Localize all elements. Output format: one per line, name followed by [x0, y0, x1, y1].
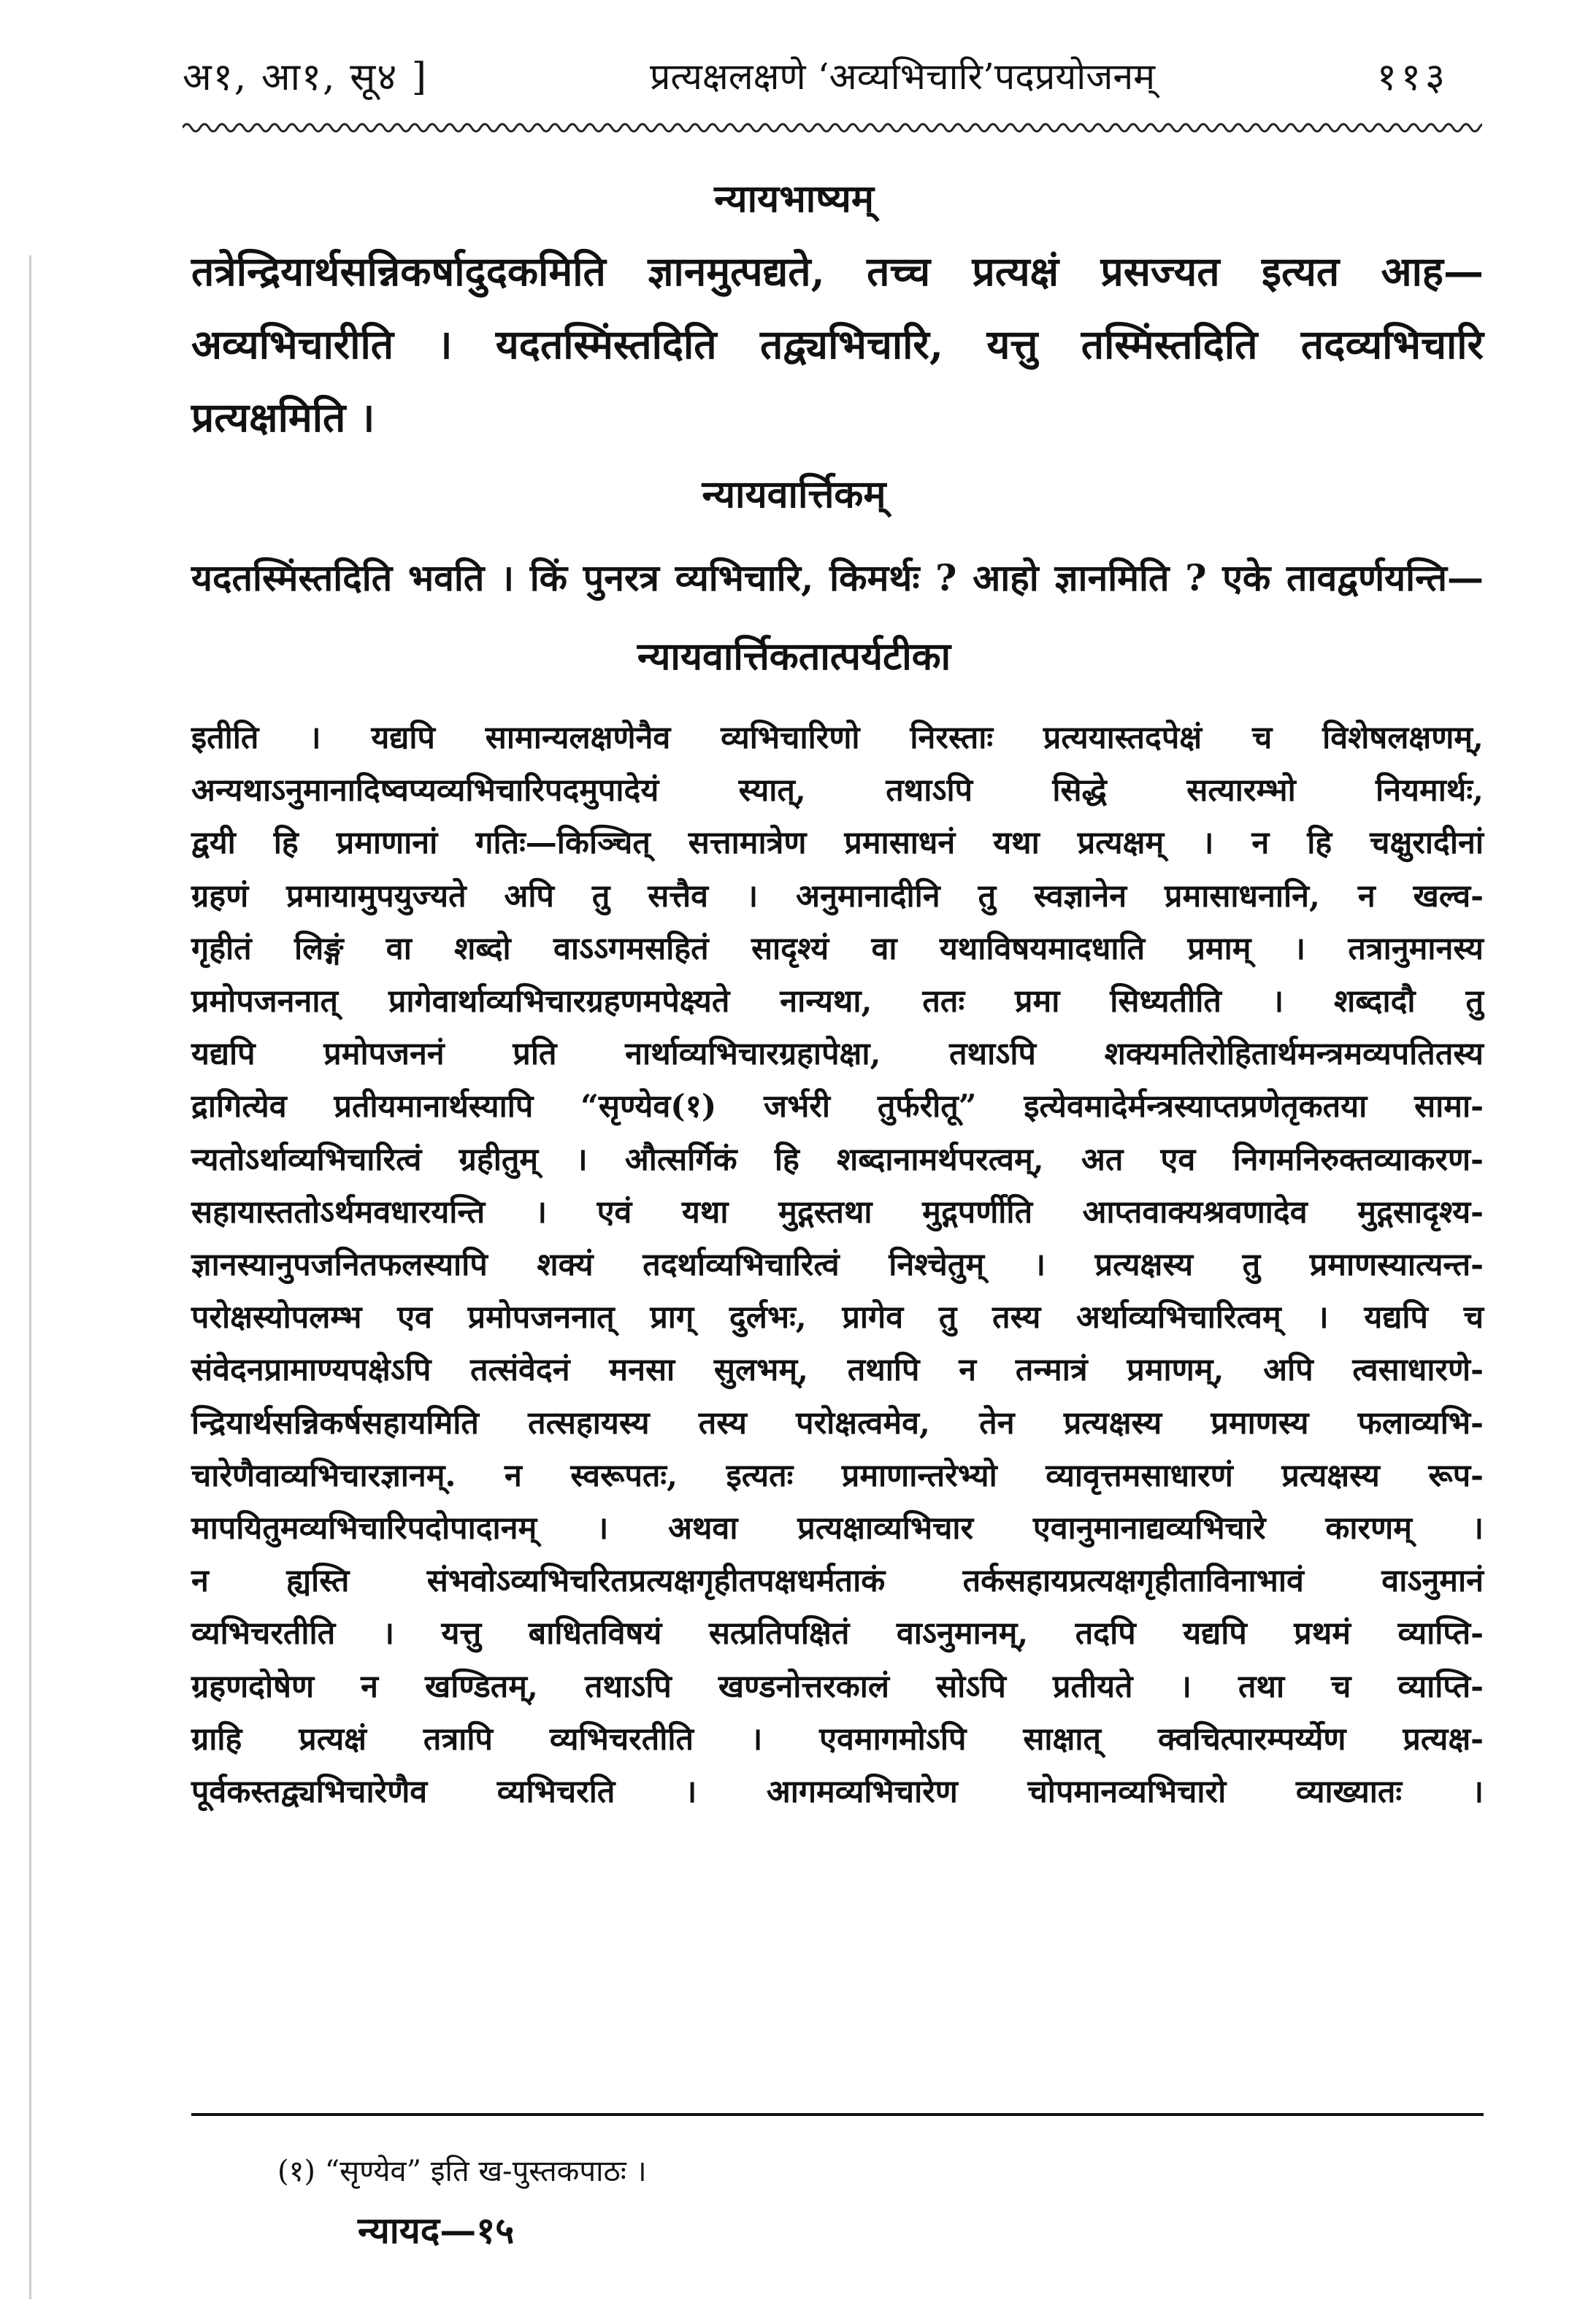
- bhashya-line: तत्रेन्द्रियार्थसन्निकर्षादुदकमिति ज्ञानमुत्पद्यते, तच्च प्रत्यक्षं प्रसज्यत इत्यत आह—: [191, 247, 1484, 295]
- bhashya-heading: न्यायभाष्यम्: [714, 177, 874, 221]
- tika-heading: न्यायवार्त्तिकतात्पर्यटीका: [637, 634, 951, 679]
- page-gutter-line: [29, 255, 31, 2299]
- tika-line: ग्रहणं प्रमायामुपयुज्यते अपि तु सत्तैव । अनुमानादीनि तु स्वज्ञानेन प्रमासाधनानि, न खल्व-: [191, 877, 1484, 915]
- bhashya-line: प्रत्यक्षमिति ।: [191, 393, 375, 441]
- footnote-rule: [191, 2113, 1484, 2116]
- tika-line: चारेणैवाव्यभिचारज्ञानम्. न स्वरूपतः, इत्यतः प्रमाणान्तरेभ्यो व्यावृत्तमसाधारणं प्रत्यक्षस्य रूप-: [191, 1457, 1484, 1494]
- tika-line: अन्यथाऽनुमानादिष्वप्यव्यभिचारिपदमुपादेयं स्यात्, तथाऽपि सिद्धे सत्यारम्भो नियमार्थः,: [191, 772, 1484, 809]
- bhashya-text: [191, 235, 1484, 454]
- tika-line: इतीति । यद्यपि सामान्यलक्षणेनैव व्यभिचारिणो निरस्ताः प्रत्ययास्तदपेक्षं च विशेषलक्षणम्,: [191, 720, 1484, 756]
- tika-line: न्यतोऽर्थाव्यभिचारित्वं ग्रहीतुम् । औत्सर्गिकं हि शब्दानामर्थपरत्वम्, अत एव निगमनिरुक्तव्याकरण-: [191, 1141, 1484, 1178]
- vartika-line: यदतस्मिंस्तदिति भवति । किं पुनरत्र व्यभिचारि, किमर्थः ? आहो ज्ञानमिति ? एके तावद्वर्णयन्ति—: [191, 556, 1484, 599]
- tika-line: ज्ञानस्यानुपजनितफलस्यापि शक्यं तदर्थाव्यभिचारित्वं निश्चेतुम् । प्रत्यक्षस्य तु प्रमाणस्यात्यन्त-: [191, 1247, 1484, 1284]
- tika-line: ग्रहणदोषेण न खण्डितम्, तथाऽपि खण्डनोत्तरकालं सोऽपि प्रतीयते । तथा च व्याप्ति-: [191, 1668, 1484, 1705]
- page-number: ११३: [1376, 55, 1449, 99]
- tika-line: व्यभिचरतीति । यत्तु बाधितविषयं सत्प्रतिपक्षितं वाऽनुमानम्, तदपि यद्यपि प्रथमं व्याप्ति-: [191, 1615, 1484, 1652]
- tika-text: [191, 712, 1484, 1818]
- tika-line: प्रमोपजननात् प्रागेवार्थाव्यभिचारग्रहणमपेक्ष्यते नान्यथा, ततः प्रमा सिध्यतीति । शब्दादौ तु: [191, 983, 1484, 1020]
- tika-line: यद्यपि प्रमोपजननं प्रति नार्थाव्यभिचारग्रहापेक्षा, तथाऽपि शक्यमतिरोहितार्थमन्त्रमव्यपतितस्य: [191, 1036, 1484, 1073]
- tika-line: द्वयी हि प्रमाणानां गतिः—किञ्चित् सत्तामात्रेण प्रमासाधनं यथा प्रत्यक्षम् । न हि चक्षुरादीनां: [191, 825, 1484, 862]
- vartika-heading: न्यायवार्त्तिकम्: [702, 472, 886, 517]
- tika-line: पूर्वकस्तद्व्यभिचारेणैव व्यभिचरति । आगमव्यभिचारेण चोपमानव्यभिचारो व्याख्यातः ।: [191, 1774, 1484, 1811]
- running-header: [183, 42, 1449, 108]
- tika-line: संवेदनप्रामाण्यपक्षेऽपि तत्संवेदनं मनसा सुलभम्, तथापि न तन्मात्रं प्रमाणम्, अपि त्वसाधारणे-: [191, 1352, 1484, 1389]
- tika-line: न ह्यस्ति संभवोऽव्यभिचरितप्रत्यक्षगृहीतपक्षधर्मताकं तर्कसहायप्रत्यक्षगृहीताविनाभावं वाऽनुमानं: [191, 1563, 1484, 1600]
- footnote: (१) “सृण्येव” इति ख-पुस्तकपाठः ।: [277, 2155, 647, 2188]
- tika-line: मापयितुमव्यभिचारिपदोपादानम् । अथवा प्रत्यक्षाव्यभिचार एवानुमानाद्यव्यभिचारे कारणम् ।: [191, 1510, 1484, 1547]
- header-wavy-rule: [183, 117, 1482, 139]
- tika-line: न्द्रियार्थसन्निकर्षसहायमिति तत्सहायस्य तस्य परोक्षत्वमेव, तेन प्रत्यक्षस्य प्रमाणस्य फलाव्यभि-: [191, 1404, 1484, 1442]
- tika-line: सहायास्ततोऽर्थमवधारयन्ति । एवं यथा मुद्गस्तथा मुद्गपर्णीति आप्तवाक्यश्रवणादेव मुद्गसादृश्य-: [191, 1193, 1484, 1231]
- tika-line: ग्राहि प्रत्यक्षं तत्रापि व्यभिचरतीति । एवमागमोऽपि साक्षात् क्वचित्पारम्पर्य्येण प्रत्यक्ष-: [191, 1720, 1484, 1758]
- running-title: प्रत्यक्षलक्षणे ‘अव्यभिचारि’पदप्रयोजनम्: [649, 55, 1155, 98]
- tika-line: गृहीतं लिङ्गं वा शब्दो वाऽऽगमसहितं सादृश्यं वा यथाविषयमादधाति प्रमाम् । तत्रानुमानस्य: [191, 930, 1484, 967]
- signature-mark: न्यायद—१५: [358, 2209, 515, 2252]
- vartika-text: [191, 542, 1484, 615]
- tika-line: परोक्षस्योपलम्भ एव प्रमोपजननात् प्राग् दुर्लभः, प्रागेव तु तस्य अर्थाव्यभिचारित्वम् । यद्यपि च: [191, 1299, 1484, 1336]
- tika-line: द्रागित्येव प्रतीयमानार्थस्यापि “सृण्येव(१) जर्भरी तुर्फरीतू” इत्येवमादेर्मन्त्रस्याप्तप्रणेतृकतया सामा-: [191, 1088, 1484, 1126]
- sutra-reference: अ१, आ१, सू४ ]: [183, 55, 429, 99]
- bhashya-line: अव्यभिचारीति । यदतस्मिंस्तदिति तद्व्यभिचारि, यत्तु तस्मिंस्तदिति तदव्यभिचारि: [191, 320, 1484, 368]
